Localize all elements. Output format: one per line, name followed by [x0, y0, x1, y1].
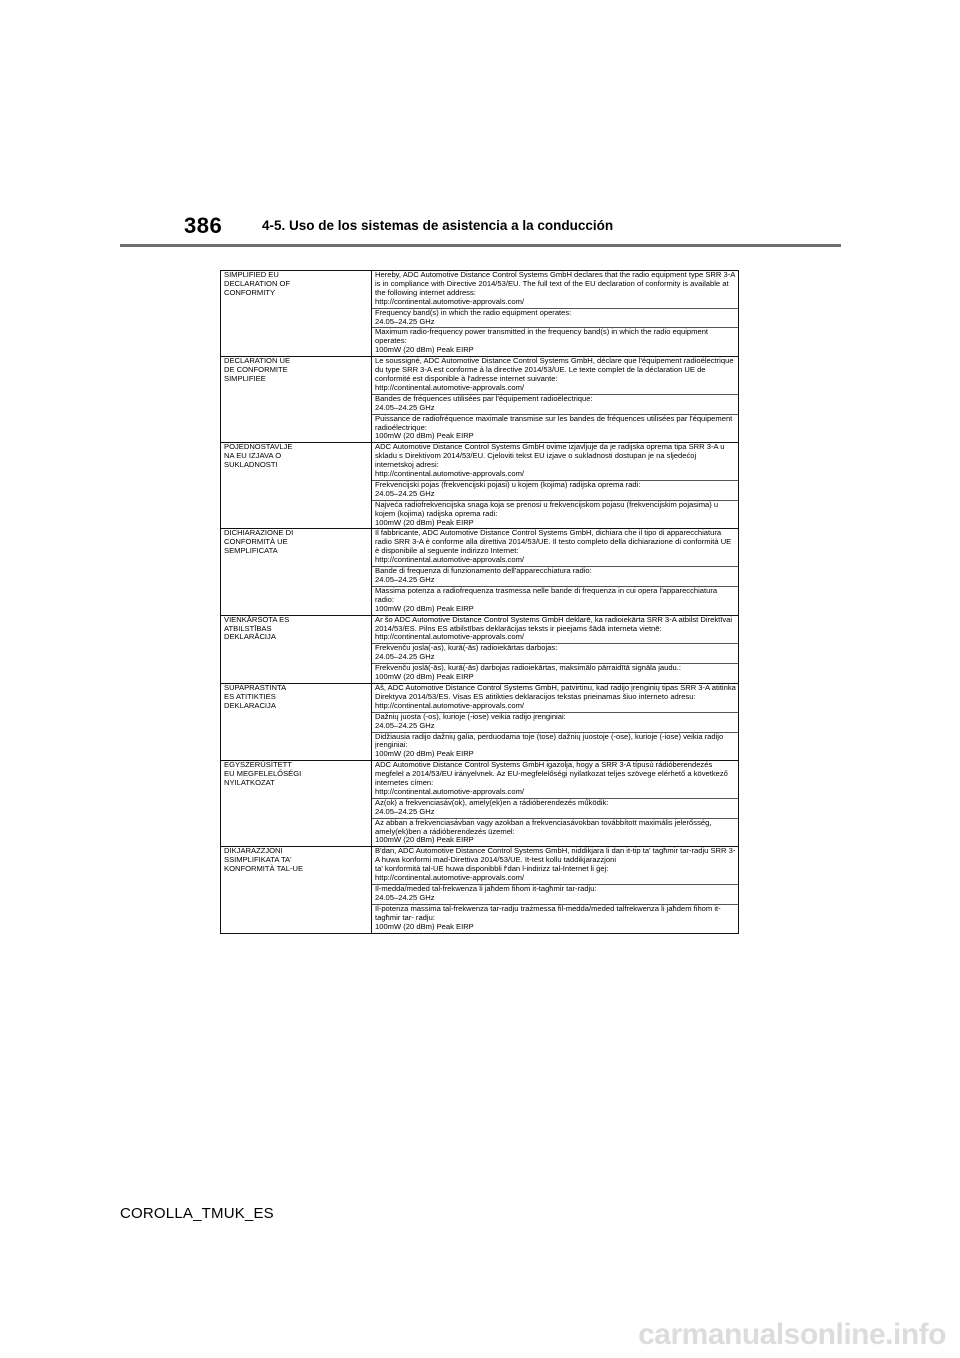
max-power: Najveća radiofrekvencijska snaga koja se prenosi u frekvencijskom pojasu (frekvencijskim pojasima) u kojem (kojima) radijska oprema radi: 100mW (20 dBm) Peak EIRP — [375, 499, 719, 527]
max-power: Puissance de radiofréquence maximale transmise sur les bandes de fréquences utilisées par l'équipement radioélectrique: 100mW (20 dBm) Peak EIRP — [375, 413, 733, 441]
max-power: Il-potenza massima tal-frekwenza tar-radju trażmessa fil-medda/meded talfrekwenza li jaħdem fihom it-tagħmir tar- radju: 100mW (20 dBm) Peak EIRP — [375, 903, 721, 931]
declaration-title: SIMPLIFIED EU DECLARATION OF CONFORMITY — [221, 271, 372, 357]
declaration-statement: Aš, ADC Automotive Distance Control Systems GmbH, patvirtinu, kad radijo įrenginių tipas SRR 3-A atitinka Direktyva 2014/53/ES. Visas ES atitikties deklaracijos tekstas prieinamas šiuo interneto adresu: http://continental.automotive-approvals.com/ — [372, 684, 738, 713]
declaration-statement: Le soussigné, ADC Automotive Distance Control Systems GmbH, déclare que l'équipement radioélectrique du type SRR 3-A est conforme à la directive 2014/53/UE. Le texte complet de la déclaration UE de conformité est disponible à l'adresse internet suivante: http://continental.automotive-approvals.com/ — [372, 357, 738, 395]
declaration-row — [221, 847, 739, 933]
declaration-title: DICHIARAZIONE DI CONFORMITÀ UE SEMPLIFICATA — [221, 529, 372, 615]
declaration-content — [372, 443, 739, 529]
max-power: Massima potenza a radiofrequenza trasmessa nelle bande di frequenza in cui opera l'apparecchiatura radio: 100mW (20 dBm) Peak EIRP — [375, 585, 718, 613]
frequency-band: Dažnių juosta (-os), kurioje (-iose) veikia radijo įrenginiai: 24.05–24.25 GHz — [372, 713, 738, 733]
declaration-row — [221, 529, 739, 615]
declaration-title: DECLARATION UE DE CONFORMITE SIMPLIFIEE — [221, 357, 372, 443]
declarations-table — [220, 270, 739, 934]
declaration-statement: ADC Automotive Distance Control Systems GmbH igazolja, hogy a SRR 3-A típusú rádióberendezés megfelel a 2014/53/EU irányelvnek. Az EU-megfelelőségi nyilatkozat teljes szövege elérhető a következő internetes címen: http://continental.automotive-approvals.com/ — [372, 761, 738, 799]
watermark: carmanualsonline.info — [638, 1318, 946, 1351]
declaration-statement: Ar šo ADC Automotive Distance Control Systems GmbH deklarē, ka radioiekārta SRR 3-A atbilst Direktīvai 2014/53/ES. Pilns ES atbilstības deklarācijas teksts ir pieejams šādā interneta vietnē: http://continental.automotive-approvals.com/ — [372, 616, 738, 645]
max-power: Az abban a frekvenciasávban vagy azokban a frekvenciasávokban továbbított maximális jelerősség, amely(ek)ben a rádióberendezés üzemel: 100mW (20 dBm) Peak EIRP — [375, 817, 712, 845]
declaration-title: DIKJARAZZJONI SSIMPLIFIKATA TA' KONFORMITÀ TAL-UE — [221, 847, 372, 933]
declaration-content — [372, 529, 739, 615]
declaration-content — [372, 683, 739, 760]
declaration-statement: B'dan, ADC Automotive Distance Control Systems GmbH, niddikjara li dan it-tip ta' tagħmir tar-radju SRR 3-A huwa konformi mad-Direttiva 2014/53/UE. It-test kollu taddikjarazzjoni ta' konformità tal-UE huwa disponibbli f'dan l-indirizz tal-Internet li ġej: http://continental.automotive-approvals.com/ — [372, 847, 738, 885]
max-power: Didžiausia radijo dažnių galia, perduodama toje (tose) dažnių juostoje (-ose), kurioje (-iose) veikia radijo įrenginiai: 100mW (20 dBm) Peak EIRP — [375, 731, 724, 759]
declaration-content — [372, 615, 739, 683]
declarations-table-body — [221, 271, 739, 934]
declaration-content — [372, 761, 739, 847]
declaration-content — [372, 847, 739, 933]
frequency-band: Frekvencijski pojas (frekvencijski pojasi) u kojem (kojima) radijska oprema radi: 24.05–24.25 GHz — [372, 481, 738, 501]
frequency-band: Az(ok) a frekvenciasáv(ok), amely(ek)en a rádióberendezés működik: 24.05–24.25 GHz — [372, 799, 738, 819]
section-title: 4-5. Uso de los sistemas de asistencia a la conducción — [262, 218, 614, 233]
declaration-content — [372, 357, 739, 443]
header-divider — [120, 244, 841, 247]
declaration-row — [221, 357, 739, 443]
declaration-row — [221, 683, 739, 760]
declaration-row — [221, 271, 739, 357]
declaration-content — [372, 271, 739, 357]
declaration-statement: ADC Automotive Distance Control Systems GmbH ovime izjavljuje da je radijska oprema tipa SRR 3-A u skladu s Direktivom 2014/53/EU. Cjeloviti tekst EU izjave o sukladnosti dostupan je na sljedećoj internetskoj adresi: http://continental.automotive-approvals.com/ — [372, 443, 738, 481]
max-power: Maximum radio-frequency power transmitted in the frequency band(s) in which the radio equipment operates: 100mW (20 dBm) Peak EIRP — [375, 327, 709, 355]
frequency-band: Bandes de fréquences utilisées par l'équipement radioélectrique: 24.05–24.25 GHz — [372, 395, 738, 415]
declaration-statement: Hereby, ADC Automotive Distance Control Systems GmbH declares that the radio equipment type SRR 3-A is in compliance with Directive 2014/53/EU. The full text of the EU declaration of conformity is available at the following internet address: http://continental.automotive-approvals.com/ — [372, 271, 738, 309]
declaration-row — [221, 443, 739, 529]
max-power: Frekvenču joslā(-ās), kurā(-ās) darbojas radioiekārtas, maksimālo pārraidītā signāla jaudu.: 100mW (20 dBm) Peak EIRP — [375, 663, 681, 682]
declaration-title: VIENKĀRŠOTA ES ATBILSTĪBAS DEKLARĀCIJA — [221, 615, 372, 683]
declaration-statement: Il fabbricante, ADC Automotive Distance Control Systems GmbH, dichiara che il tipo di apparecchiatura radio SRR 3-A è conforme alla direttiva 2014/53/UE. Il testo completo della dichiarazione di conformità UE è disponibile al seguente indirizzo Internet: http://continental.automotive-approvals.com/ — [372, 529, 738, 567]
declaration-title: EGYSZERŰSÍTETT EU MEGFELELŐSÉGI NYILATKOZAT — [221, 761, 372, 847]
declaration-title: POJEDNOSTAVLJE NA EU IZJAVA O SUKLADNOSTI — [221, 443, 372, 529]
frequency-band: Frequency band(s) in which the radio equipment operates: 24.05–24.25 GHz — [372, 309, 738, 329]
frequency-band: Bande di frequenza di funzionamento dell'apparecchiatura radio: 24.05–24.25 GHz — [372, 567, 738, 587]
declaration-row — [221, 615, 739, 683]
declaration-row — [221, 761, 739, 847]
declaration-title: SUPAPRASTINTA ES ATITIKTIES DEKLARACIJA — [221, 683, 372, 760]
frequency-band: Frekvenču josla(-as), kurā(-ās) radioiekārtas darbojas: 24.05–24.25 GHz — [372, 644, 738, 664]
document-code: COROLLA_TMUK_ES — [120, 1205, 274, 1222]
page-number: 386 — [184, 213, 223, 238]
frequency-band: Il-medda/meded tal-frekwenza li jaħdem fihom it-tagħmir tar-radju: 24.05–24.25 GHz — [372, 885, 738, 905]
